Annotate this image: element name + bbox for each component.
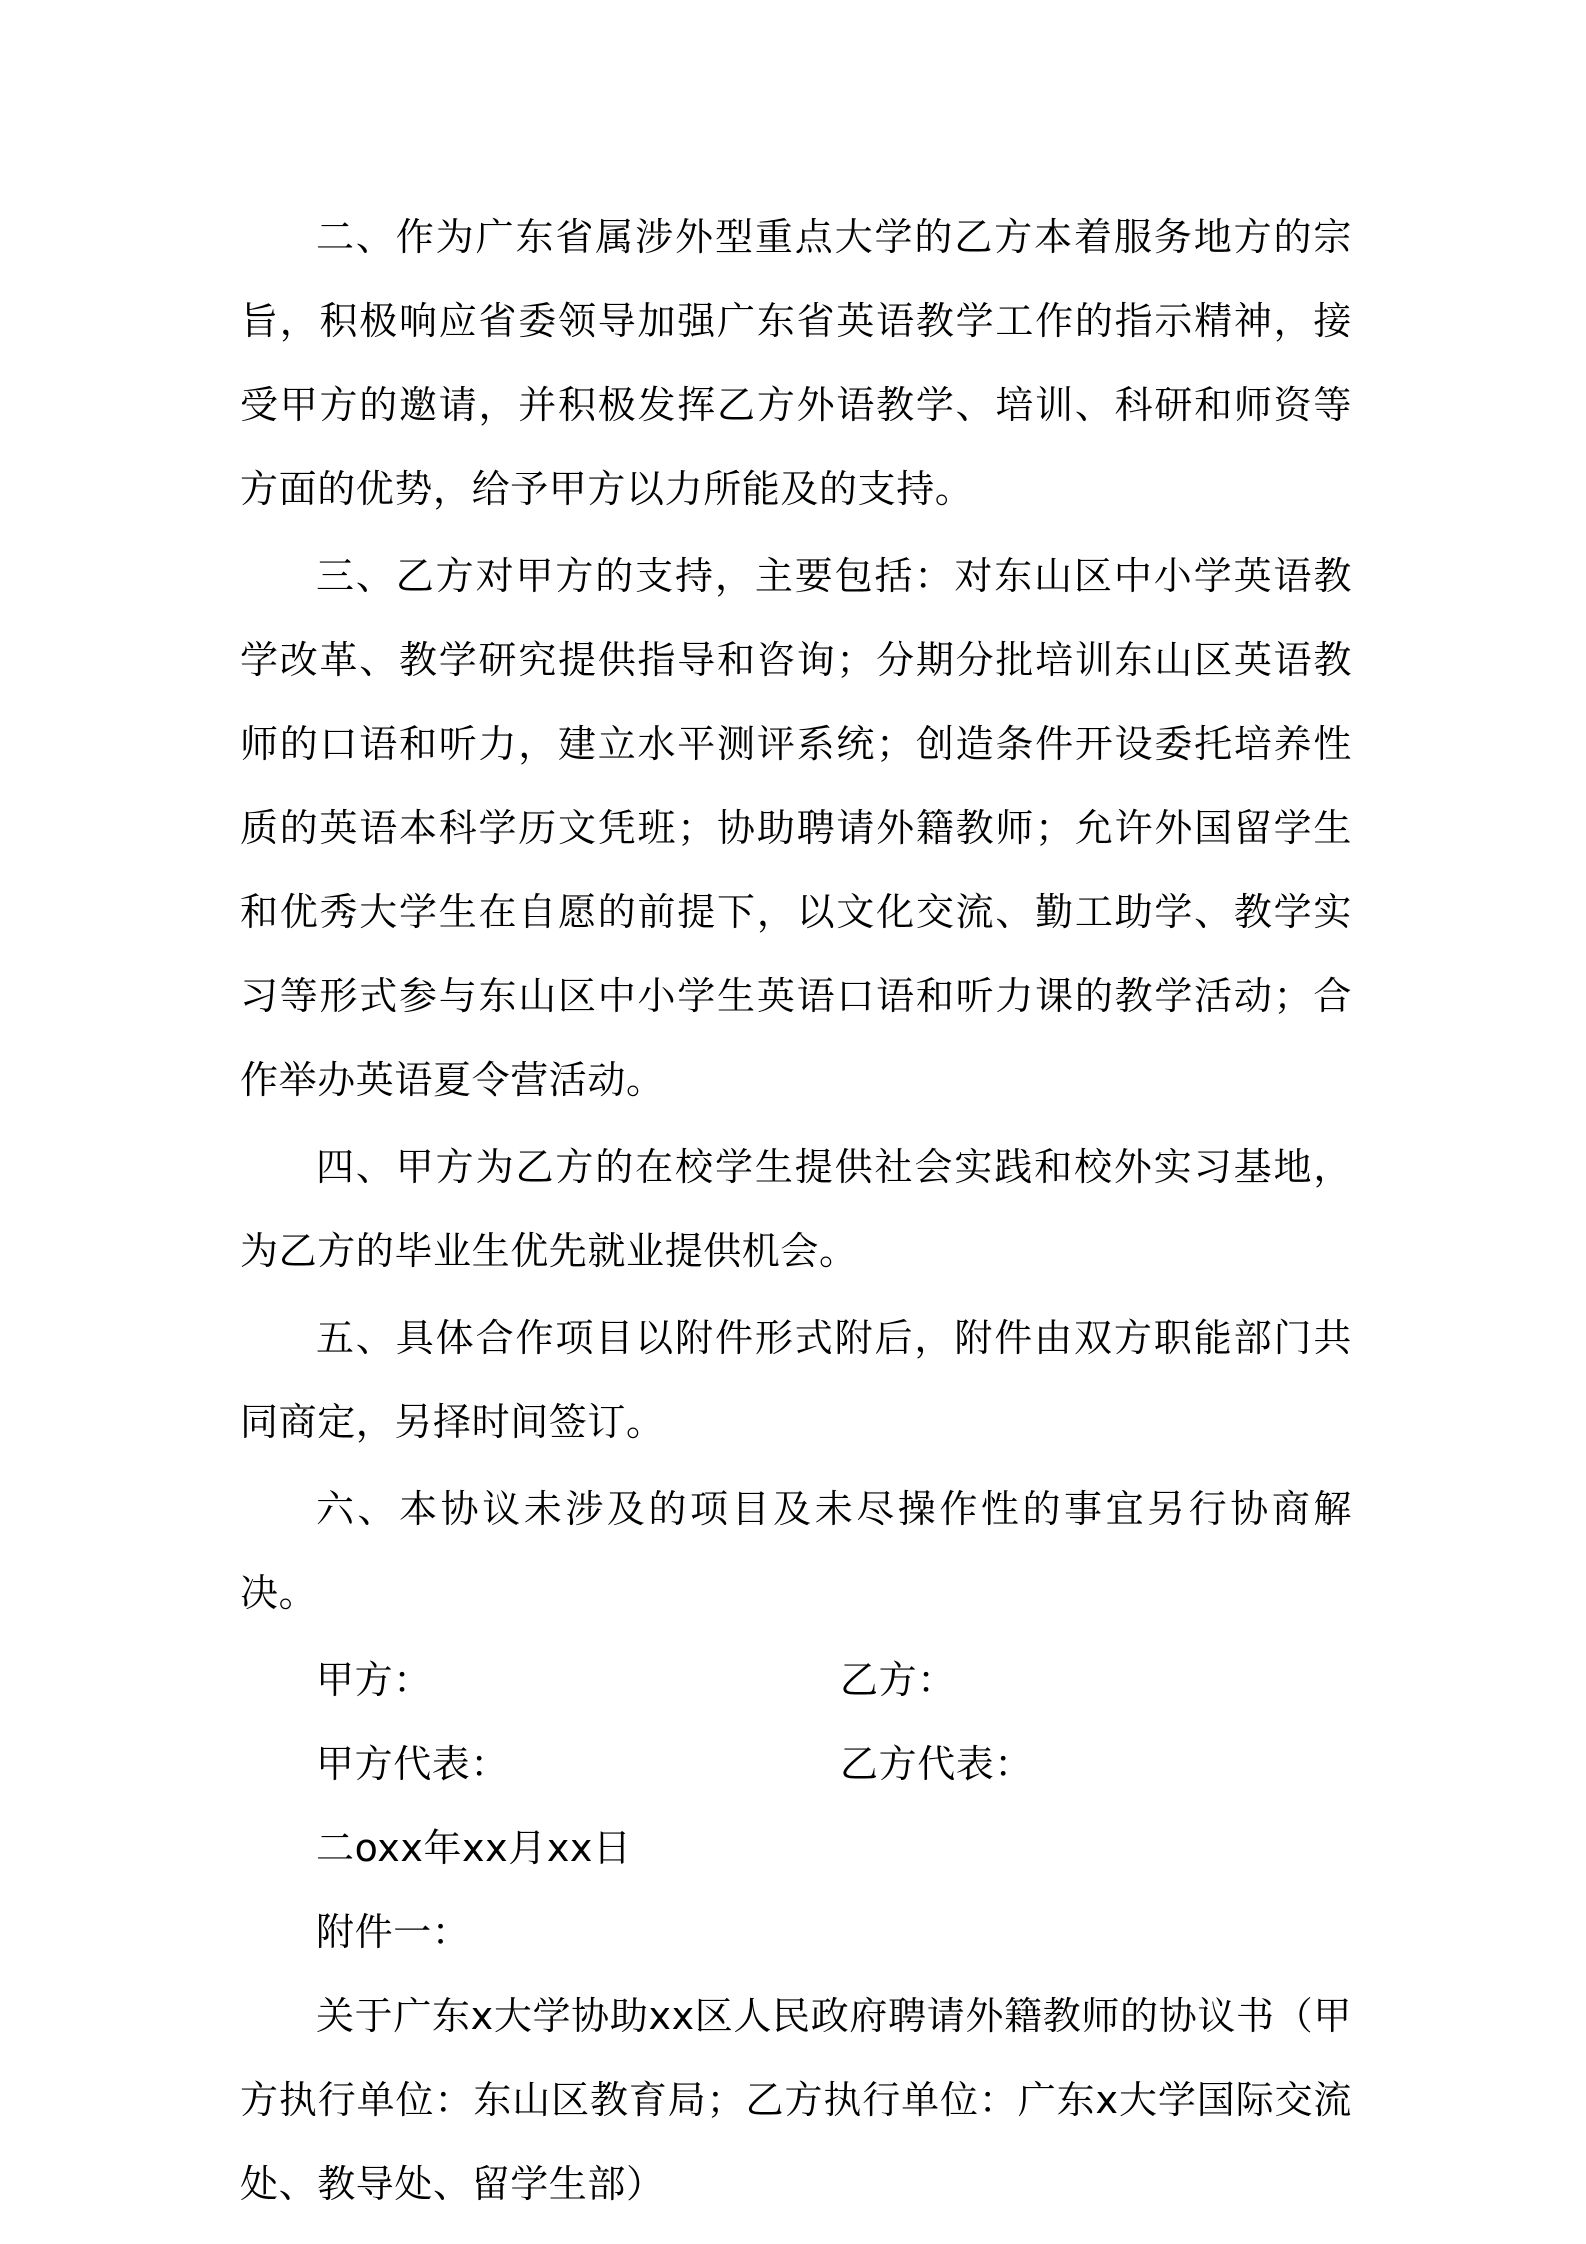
party-b-rep-label: 乙方代表： <box>840 1742 1034 1786</box>
paragraph-two: 二、作为广东省属涉外型重点大学的乙方本着服务地方的宗旨，积极响应省委领导加强广东省英语教学工作的指示精神，接受甲方的邀请，并积极发挥乙方外语教学、培训、科研和师资等方面的优势，给予甲方以力所能及的支持。 <box>240 215 1352 511</box>
party-a-rep-label: 甲方代表： <box>316 1742 510 1786</box>
paragraph-six: 六、本协议未涉及的项目及未尽操作性的事宜另行协商解决。 <box>240 1487 1352 1615</box>
document-body <box>240 195 1352 2229</box>
party-a-label: 甲方： <box>316 1658 432 1702</box>
attachment-label: 附件一： <box>316 1910 471 1954</box>
paragraph-four: 四、甲方为乙方的在校学生提供社会实践和校外实习基地，为乙方的毕业生优先就业提供机会。 <box>240 1145 1352 1273</box>
agreement-date: 二oxx年xx月xx日 <box>316 1826 632 1870</box>
paragraph-five: 五、具体合作项目以附件形式附后，附件由双方职能部门共同商定，另择时间签订。 <box>240 1316 1352 1444</box>
attachment-title: 关于广东x大学协助xx区人民政府聘请外籍教师的协议书（甲方执行单位：东山区教育局；乙方执行单位：广东x大学国际交流处、教导处、留学生部） <box>240 1994 1352 2206</box>
party-b-label: 乙方： <box>840 1658 956 1702</box>
signature-row-representatives <box>240 1722 1352 1806</box>
paragraph-three: 三、乙方对甲方的支持，主要包括：对东山区中小学英语教学改革、教学研究提供指导和咨询；分期分批培训东山区英语教师的口语和听力，建立水平测评系统；创造条件开设委托培养性质的英语本科学历文凭班；协助聘请外籍教师；允许外国留学生和优秀大学生在自愿的前提下，以文化交流、勤工助学、教学实习等形式参与东山区中小学生英语口语和听力课的教学活动；合作举办英语夏令营活动。 <box>240 554 1352 1102</box>
signature-row-parties <box>240 1638 1352 1722</box>
